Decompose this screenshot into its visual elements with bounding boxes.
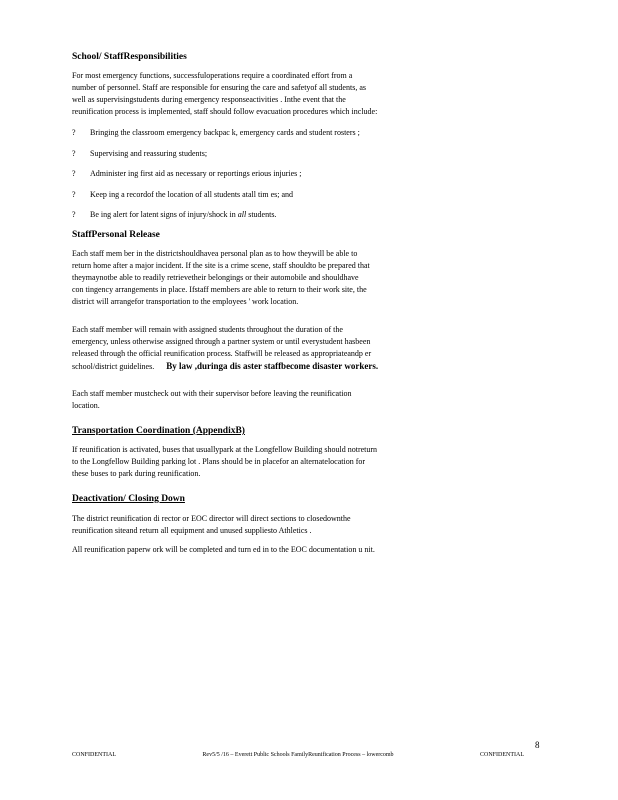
list-item-text-start: Be ing alert for latent signs of injury/shock in — [90, 210, 236, 219]
heading-deactivation-closing-down: Deactivation/ Closing Down — [72, 494, 185, 504]
text-line: For most emergency functions, successfuloperations require a coordinated effort from a — [72, 71, 353, 80]
list-item-text-end: students. — [246, 210, 277, 219]
text-line: to the Longfellow Building parking lot . Plans should be in placefor an alternatelocation for — [72, 457, 366, 466]
list-item-text: Keep ing a recordof the location of all students atall tim es; and — [90, 189, 294, 199]
list-item — [72, 209, 532, 230]
text-line: number of personnel. Staff are responsible for ensuring the care and safetyof all students, as — [72, 83, 366, 92]
text-line: Each staff member mustcheck out with their supervisor before leaving the reunification — [72, 389, 352, 398]
text-line: location. — [72, 401, 100, 410]
text-line: con tingency arrangements in place. Ifstaff members are able to return to their work site, the — [72, 285, 367, 294]
heading-staff-personal-release: StaffPersonal Release — [72, 230, 160, 240]
bullet-marker: ? — [72, 128, 76, 137]
personal-release-paragraph-3 — [72, 388, 528, 412]
text-run: school/district guidelines. — [72, 362, 155, 371]
disaster-workers-statement: By law ,duringa dis aster staffbecome disaster workers. — [166, 361, 379, 371]
text-line: district will arrangefor transportation to the employees ' work location. — [72, 297, 299, 306]
text-line: these buses to park during reunification. — [72, 469, 201, 478]
staff-responsibilities-intro — [72, 70, 528, 118]
evacuation-procedure-list — [72, 127, 532, 230]
text-line: All reunification paperw ork will be completed and turn ed in to the EOC documentation u nit. — [72, 545, 375, 554]
list-item-text: Administer ing first aid as necessary or reportings erious injuries ; — [90, 169, 302, 178]
text-line: well as supervisingstudents during emergency responseactivities . Inthe event that the — [72, 95, 346, 104]
transportation-paragraph — [72, 444, 528, 480]
text-line: reunification siteand return all equipment and unused suppliesto Athletics . — [72, 526, 312, 535]
text-line: emergency, unless otherwise assigned through a partner system or until everystudent hasbeen — [72, 337, 371, 346]
list-item — [72, 168, 532, 189]
footer-left: CONFIDENTIAL — [72, 752, 116, 758]
page-number: 8 — [535, 740, 540, 750]
heading-transportation-coordination: Transportation Coordination (AppendixB) — [72, 426, 245, 436]
text-line: Each staff mem ber in the districtshouldhavea personal plan as to how theywill be able to — [72, 249, 358, 258]
text-line: If reunification is activated, buses that usuallypark at the Longfellow Building should notreturn — [72, 445, 378, 454]
heading-staff-responsibilities: School/ StaffResponsibilities — [72, 52, 187, 62]
text-line: theymaynotbe able to readily retrievetheir belongings or their automobile and shouldhave — [72, 273, 359, 282]
list-item — [72, 127, 532, 148]
list-item-text — [90, 209, 276, 221]
page-footer — [72, 752, 524, 758]
bullet-marker: ? — [72, 169, 76, 178]
list-item — [72, 189, 532, 210]
list-item-text: Supervising and reassuring students; — [90, 148, 208, 158]
bullet-marker: ? — [72, 210, 76, 219]
list-item-text: Bringing the classroom emergency backpac k, emergency cards and student rosters ; — [90, 128, 360, 137]
personal-release-paragraph-2 — [72, 324, 528, 373]
personal-release-paragraph-1 — [72, 248, 528, 308]
text-line: reunification process is implemented, staff should follow evacuation procedures which include: — [72, 107, 378, 116]
list-item — [72, 148, 532, 169]
text-line: The district reunification di rector or EOC director will direct sections to closedownthe — [72, 514, 351, 523]
deactivation-paragraph-1 — [72, 513, 528, 537]
text-line — [72, 360, 528, 373]
emphasis-all: all — [237, 210, 247, 219]
bullet-marker: ? — [72, 189, 76, 199]
text-line: return home after a major incident. If the site is a crime scene, staff shouldto be prepared that — [72, 261, 370, 270]
footer-right: CONFIDENTIAL — [479, 752, 524, 758]
text-line: Each staff member will remain with assigned students throughout the duration of the — [72, 325, 343, 334]
bullet-marker: ? — [72, 148, 76, 158]
text-line: released through the official reunification process. Staffwill be released as appropriateandp er — [72, 349, 372, 358]
deactivation-paragraph-2 — [72, 544, 528, 556]
footer-center: Rev5/5 /16 – Everett Public Schools FamilyReunification Process – lowercomb — [202, 752, 394, 758]
